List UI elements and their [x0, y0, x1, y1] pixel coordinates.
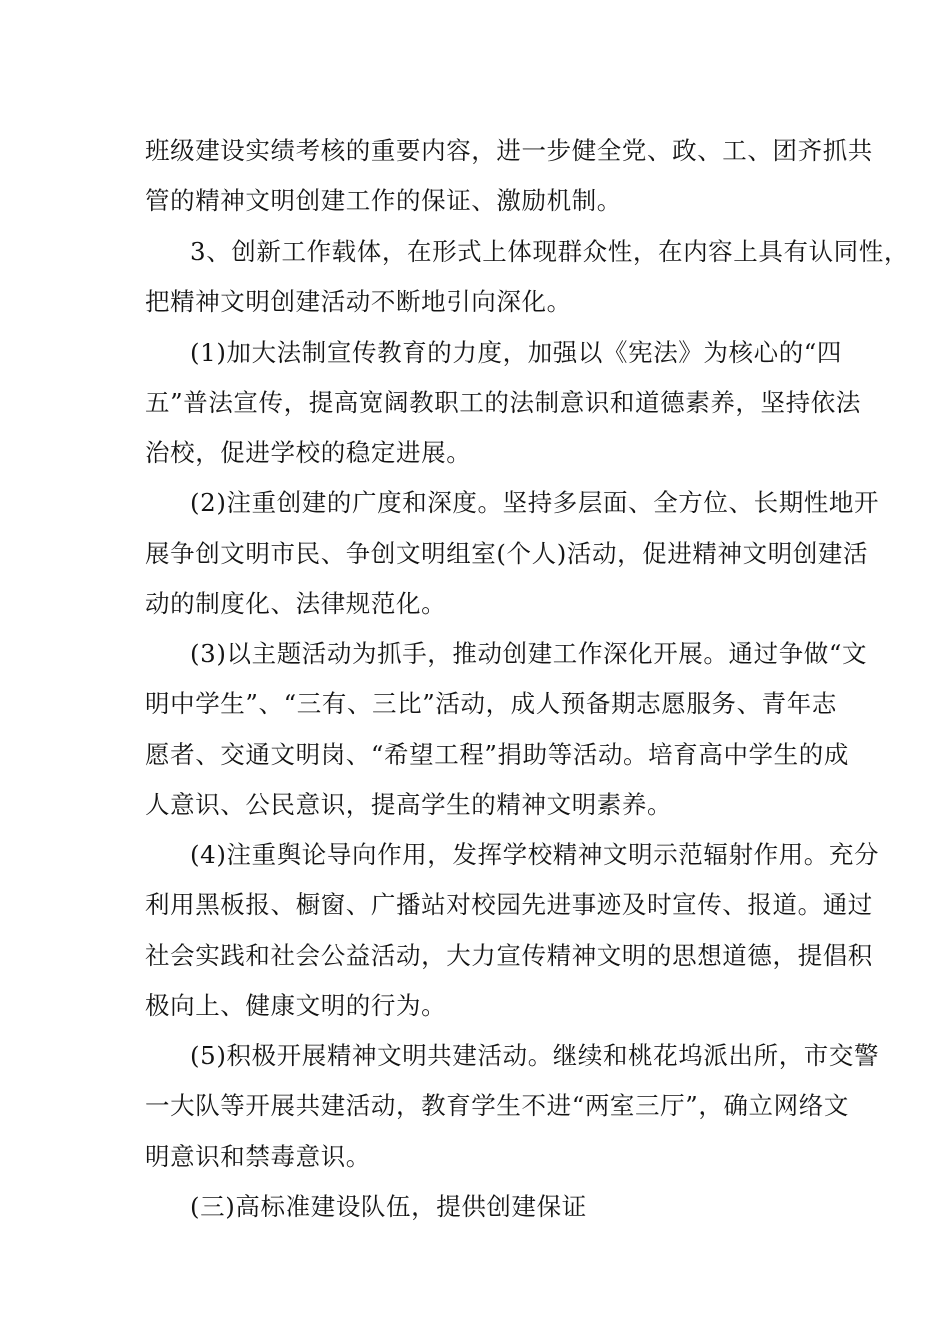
text-line: 利用黑板报、橱窗、广播站对校园先进事迹及时宣传、报道。通过 [145, 890, 873, 919]
text-line: (1)加大法制宣传教育的力度，加强以《宪法》为核心的“四 [190, 338, 843, 367]
text-line: 治校，促进学校的稳定进展。 [145, 438, 472, 467]
text-line: 明意识和禁毒意识。 [145, 1142, 371, 1171]
text-line: 3、创新工作载体，在形式上体现群众性，在内容上具有认同性， [190, 237, 909, 266]
text-line: 一大队等开展共建活动，教育学生不进“两室三厅”，确立网络文 [145, 1091, 849, 1120]
text-line: 人意识、公民意识，提高学生的精神文明素养。 [145, 790, 673, 819]
text-line: 五”普法宣传，提高宽阔教职工的法制意识和道德素养，坚持依法 [145, 388, 861, 417]
text-line: 极向上、健康文明的行为。 [145, 991, 447, 1020]
text-line: 动的制度化、法律规范化。 [145, 589, 447, 618]
text-line: (4)注重舆论导向作用，发挥学校精神文明示范辐射作用。充分 [190, 840, 880, 869]
text-line: (2)注重创建的广度和深度。坚持多层面、全方位、长期性地开 [190, 488, 880, 517]
section-heading: (三)高标准建设队伍，提供创建保证 [190, 1192, 587, 1221]
text-line: (5)积极开展精神文明共建活动。继续和桃花坞派出所，市交警 [190, 1041, 880, 1070]
text-line: 社会实践和社会公益活动，大力宣传精神文明的思想道德，提倡积 [145, 941, 873, 970]
text-line: 管的精神文明创建工作的保证、激励机制。 [145, 186, 622, 215]
text-line: 明中学生”、“三有、三比”活动，成人预备期志愿服务、青年志 [145, 689, 837, 718]
text-line: 把精神文明创建活动不断地引向深化。 [145, 287, 572, 316]
text-line: (3)以主题活动为抓手，推动创建工作深化开展。通过争做“文 [190, 639, 868, 668]
text-line: 展争创文明市民、争创文明组室(个人)活动，促进精神文明创建活 [145, 539, 869, 568]
text-line: 班级建设实绩考核的重要内容，进一步健全党、政、工、团齐抓共 [145, 136, 873, 165]
text-line: 愿者、交通文明岗、“希望工程”捐助等活动。培育高中学生的成 [145, 740, 849, 769]
